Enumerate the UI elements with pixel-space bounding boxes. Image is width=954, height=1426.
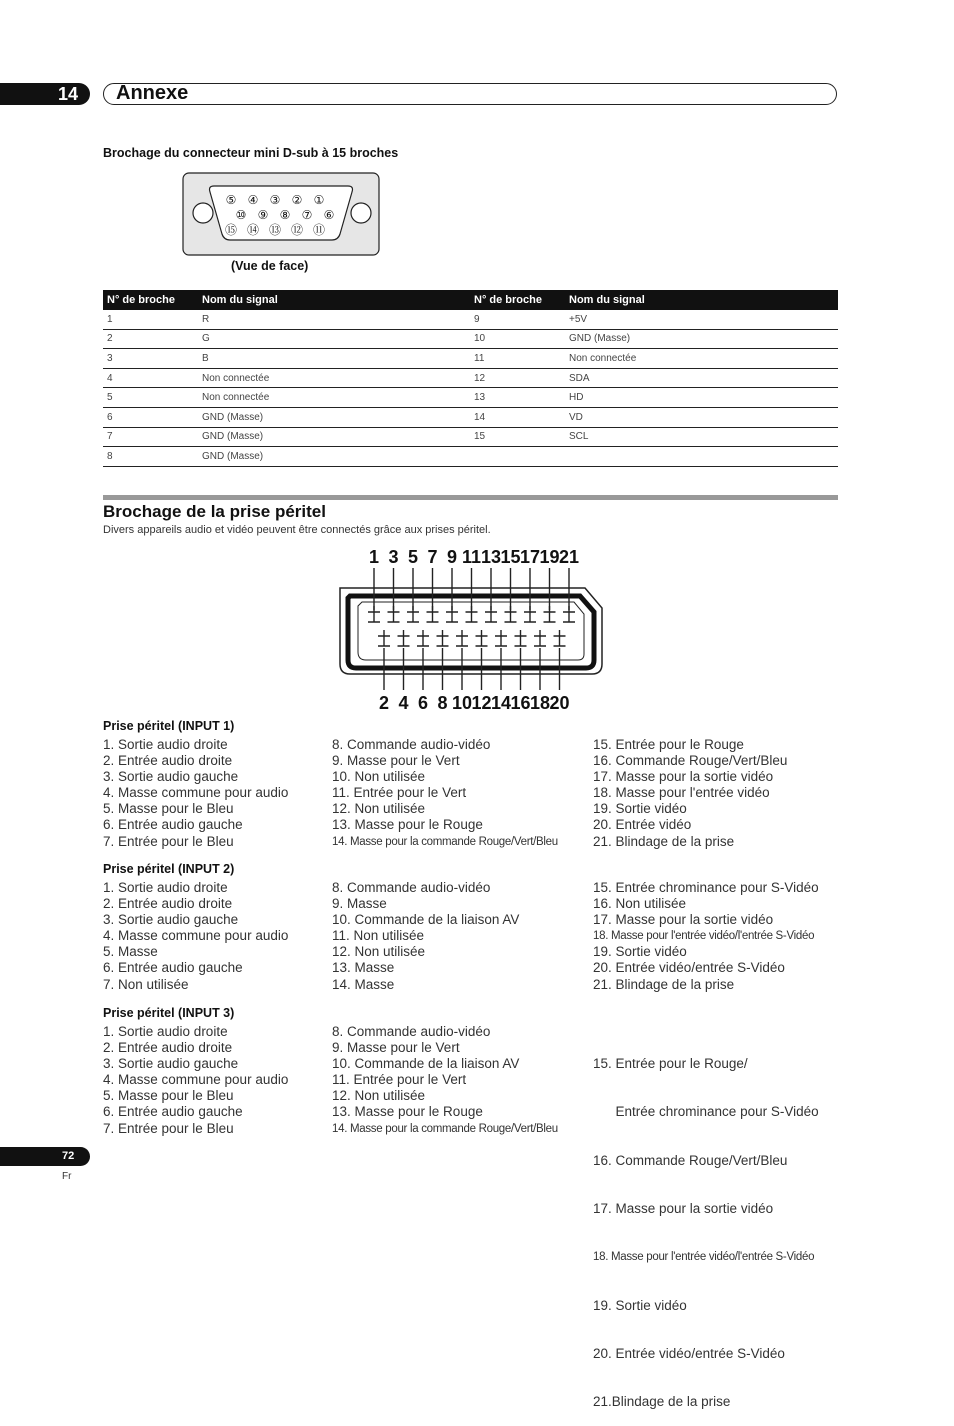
list-item: 14. Masse <box>332 976 395 992</box>
list-item: 18. Masse pour l'entrée vidéo/l'entrée S-Vidéo <box>593 1251 815 1264</box>
table-cell: GND (Masse) <box>198 407 470 427</box>
page-language: Fr <box>62 1171 72 1182</box>
list-item: 2. Entrée audio droite <box>103 896 233 912</box>
list-item: 18. Masse pour l'entrée vidéo/l'entrée S-Vidéo <box>593 930 815 943</box>
table-cell: Non connectée <box>198 368 470 388</box>
list-item: 2. Entrée audio droite <box>103 753 233 769</box>
dsub-caption: (Vue de face) <box>231 259 309 273</box>
scart-pin-label: 10 <box>451 693 473 713</box>
dsub-connector-diagram <box>182 172 382 258</box>
table-cell: G <box>198 329 470 349</box>
table-row <box>103 447 838 467</box>
table-cell: 15 <box>470 427 565 447</box>
list-item: 15. Entrée chrominance pour S-Vidéo <box>593 880 819 895</box>
list-item: 12. Non utilisée <box>332 801 426 817</box>
dsub-pin-1: ① <box>313 193 325 207</box>
scart-pin-label: 17 <box>519 547 541 567</box>
input1-col3 <box>593 737 787 850</box>
table-cell: 8 <box>103 447 198 467</box>
dsub-heading: Brochage du connecteur mini D-sub à 15 broches <box>103 146 399 160</box>
list-item: 15. Entrée pour le Rouge/ <box>593 1056 748 1072</box>
scart-pin-label: 4 <box>398 693 409 713</box>
scart-pin-label: 16 <box>510 693 531 713</box>
list-item: 8. Commande audio-vidéo <box>332 880 491 895</box>
table-row <box>103 310 838 329</box>
list-item: 10. Commande de la liaison AV <box>332 1056 520 1072</box>
input2-heading: Prise péritel (INPUT 2) <box>103 862 235 876</box>
scart-pin-label: 9 <box>446 547 458 567</box>
list-item: 12. Non utilisée <box>332 1088 426 1104</box>
header-signal-name: Nom du signal <box>198 290 470 310</box>
table-cell <box>565 447 838 467</box>
table-cell: 2 <box>103 329 198 349</box>
table-cell: 7 <box>103 427 198 447</box>
list-item: 21.Blindage de la prise <box>593 1394 731 1410</box>
list-item: 16. Non utilisée <box>593 896 687 912</box>
list-item: 3. Sortie audio gauche <box>103 1056 239 1072</box>
dsub-pin-9: ⑨ <box>257 208 269 222</box>
scart-pin-label: 19 <box>539 547 560 567</box>
table-cell: 9 <box>470 310 565 329</box>
list-item: 19. Sortie vidéo <box>593 801 687 817</box>
dsub-pin-15: ⑮ <box>224 223 238 237</box>
dsub-pin-11: ⑪ <box>312 223 326 237</box>
list-item: 4. Masse commune pour audio <box>103 1072 289 1088</box>
list-item: 5. Masse <box>103 944 158 960</box>
list-item: 2. Entrée audio droite <box>103 1040 233 1056</box>
list-item: 13. Masse pour le Rouge <box>332 817 483 833</box>
table-row <box>103 349 838 369</box>
input1-heading: Prise péritel (INPUT 1) <box>103 719 235 733</box>
chapter-title: Annexe <box>116 82 189 104</box>
list-item: 1. Sortie audio droite <box>103 737 228 752</box>
dsub-pin-2: ② <box>291 193 303 207</box>
table-cell <box>470 447 565 467</box>
list-item: 3. Sortie audio gauche <box>103 769 239 785</box>
header-pin-number: N° de broche <box>103 290 198 310</box>
table-cell: 1 <box>103 310 198 329</box>
list-item: 15. Entrée pour le Rouge <box>593 737 744 752</box>
list-item: 7. Entrée pour le Bleu <box>103 833 234 849</box>
list-item: 20. Entrée vidéo/entrée S-Vidéo <box>593 1345 785 1361</box>
table-cell: VD <box>565 407 838 427</box>
dsub-pin-4: ④ <box>247 193 259 207</box>
input3-heading: Prise péritel (INPUT 3) <box>103 1006 235 1020</box>
table-cell: 12 <box>470 368 565 388</box>
list-item: 21. Blindage de la prise <box>593 833 735 849</box>
table-cell: HD <box>565 388 838 408</box>
list-item: 19. Sortie vidéo <box>593 944 687 960</box>
page-number-tab <box>0 1147 90 1166</box>
scart-pin-label: 18 <box>529 693 551 713</box>
list-item: 9. Masse pour le Vert <box>332 1040 460 1056</box>
pin-table-header <box>103 290 838 310</box>
scart-connector-diagram <box>330 540 610 720</box>
scart-pin-label: 2 <box>378 693 390 713</box>
list-item: 7. Entrée pour le Bleu <box>103 1120 234 1136</box>
scart-pin-label: 14 <box>490 693 512 713</box>
list-item: 17. Masse pour la sortie vidéo <box>593 1201 774 1217</box>
pin-table <box>103 290 838 467</box>
scart-pin-label: 3 <box>388 547 399 567</box>
list-item: 4. Masse commune pour audio <box>103 785 289 801</box>
input2-col2 <box>332 880 519 993</box>
scart-pin-label: 20 <box>549 693 570 713</box>
list-item: 3. Sortie audio gauche <box>103 912 239 928</box>
table-row <box>103 368 838 388</box>
list-item: 19. Sortie vidéo <box>593 1297 687 1313</box>
section-title: Brochage de la prise péritel <box>103 502 326 521</box>
dsub-pin-14: ⑭ <box>246 223 260 237</box>
scart-pin-label: 5 <box>407 547 419 567</box>
input3-col3 <box>593 1024 819 1426</box>
table-cell: 13 <box>470 388 565 408</box>
input3-col2 <box>332 1024 558 1137</box>
dsub-pin-13: ⑬ <box>268 223 282 237</box>
table-cell: 6 <box>103 407 198 427</box>
list-item: 6. Entrée audio gauche <box>103 1104 243 1120</box>
table-cell: 3 <box>103 349 198 369</box>
section-rule <box>103 495 838 500</box>
scart-pin-label: 15 <box>500 547 521 567</box>
scart-pin-label: 6 <box>417 693 429 713</box>
list-item: Entrée chrominance pour S-Vidéo <box>593 1104 819 1120</box>
input1-col1 <box>103 737 288 850</box>
list-item: 14. Masse pour la commande Rouge/Vert/Bleu <box>332 1122 558 1135</box>
table-cell: GND (Masse) <box>198 447 470 467</box>
list-item: 9. Masse pour le Vert <box>332 753 460 769</box>
list-item: 16. Commande Rouge/Vert/Bleu <box>593 1152 788 1168</box>
list-item: 6. Entrée audio gauche <box>103 817 243 833</box>
header-signal-name-2: Nom du signal <box>565 290 838 310</box>
table-row <box>103 329 838 349</box>
list-item: 10. Non utilisée <box>332 769 426 785</box>
list-item: 7. Non utilisée <box>103 976 189 992</box>
chapter-number: 14 <box>58 84 79 104</box>
list-item: 13. Masse <box>332 960 395 976</box>
page-number: 72 <box>62 1150 75 1162</box>
table-cell: 10 <box>470 329 565 349</box>
table-row <box>103 427 838 447</box>
input1-col2 <box>332 737 558 850</box>
table-cell: Non connectée <box>565 349 838 369</box>
dsub-pin-5: ⑤ <box>225 193 237 207</box>
list-item: 4. Masse commune pour audio <box>103 928 289 944</box>
list-item: 18. Masse pour l'entrée vidéo <box>593 785 770 801</box>
dsub-pin-6: ⑥ <box>323 208 335 222</box>
scart-pin-label: 13 <box>480 547 502 567</box>
list-item: 14. Masse pour la commande Rouge/Vert/Bleu <box>332 835 558 848</box>
list-item: 11. Non utilisée <box>332 928 425 944</box>
list-item: 8. Commande audio-vidéo <box>332 1024 491 1039</box>
scart-pin-label: 7 <box>427 547 438 567</box>
table-cell: SDA <box>565 368 838 388</box>
list-item: 8. Commande audio-vidéo <box>332 737 491 752</box>
scart-pin-label: 1 <box>368 547 380 567</box>
chapter-title-bar <box>103 83 837 105</box>
table-cell: 14 <box>470 407 565 427</box>
dsub-pin-3: ③ <box>269 193 281 207</box>
table-cell: 5 <box>103 388 198 408</box>
table-cell: R <box>198 310 470 329</box>
list-item: 1. Sortie audio droite <box>103 880 228 895</box>
dsub-pin-7: ⑦ <box>301 208 313 222</box>
list-item: 11. Entrée pour le Vert <box>332 1072 467 1088</box>
table-cell: Non connectée <box>198 388 470 408</box>
table-cell: 11 <box>470 349 565 369</box>
list-item: 9. Masse <box>332 896 387 912</box>
scart-pin-label: 12 <box>471 693 492 713</box>
list-item: 16. Commande Rouge/Vert/Bleu <box>593 753 788 769</box>
list-item: 17. Masse pour la sortie vidéo <box>593 912 774 928</box>
dsub-pin-8: ⑧ <box>279 208 291 222</box>
input3-col1 <box>103 1024 288 1137</box>
list-item: 20. Entrée vidéo/entrée S-Vidéo <box>593 960 785 976</box>
list-item: 10. Commande de la liaison AV <box>332 912 520 928</box>
table-cell: SCL <box>565 427 838 447</box>
header-pin-number-2: N° de broche <box>470 290 565 310</box>
scart-pin-label: 11 <box>461 547 482 567</box>
scart-pin-label: 21 <box>558 547 580 567</box>
list-item: 5. Masse pour le Bleu <box>103 1088 234 1104</box>
scart-pin-label: 8 <box>437 693 448 713</box>
table-row <box>103 407 838 427</box>
dsub-pin-12: ⑫ <box>290 223 304 237</box>
list-item: 12. Non utilisée <box>332 944 426 960</box>
table-row <box>103 388 838 408</box>
dsub-pin-10: ⑩ <box>235 208 247 222</box>
list-item: 6. Entrée audio gauche <box>103 960 243 976</box>
list-item: 5. Masse pour le Bleu <box>103 801 234 817</box>
section-description: Divers appareils audio et vidéo peuvent être connectés grâce aux prises péritel. <box>103 524 491 536</box>
list-item: 20. Entrée vidéo <box>593 817 692 833</box>
list-item: 13. Masse pour le Rouge <box>332 1104 483 1120</box>
table-cell: 4 <box>103 368 198 388</box>
list-item: 1. Sortie audio droite <box>103 1024 228 1039</box>
table-cell: B <box>198 349 470 369</box>
input2-col1 <box>103 880 288 993</box>
table-cell: GND (Masse) <box>565 329 838 349</box>
list-item: 17. Masse pour la sortie vidéo <box>593 769 774 785</box>
list-item: 21. Blindage de la prise <box>593 976 735 992</box>
table-cell: GND (Masse) <box>198 427 470 447</box>
list-item: 11. Entrée pour le Vert <box>332 785 467 801</box>
table-cell: +5V <box>565 310 838 329</box>
input2-col3 <box>593 880 819 993</box>
